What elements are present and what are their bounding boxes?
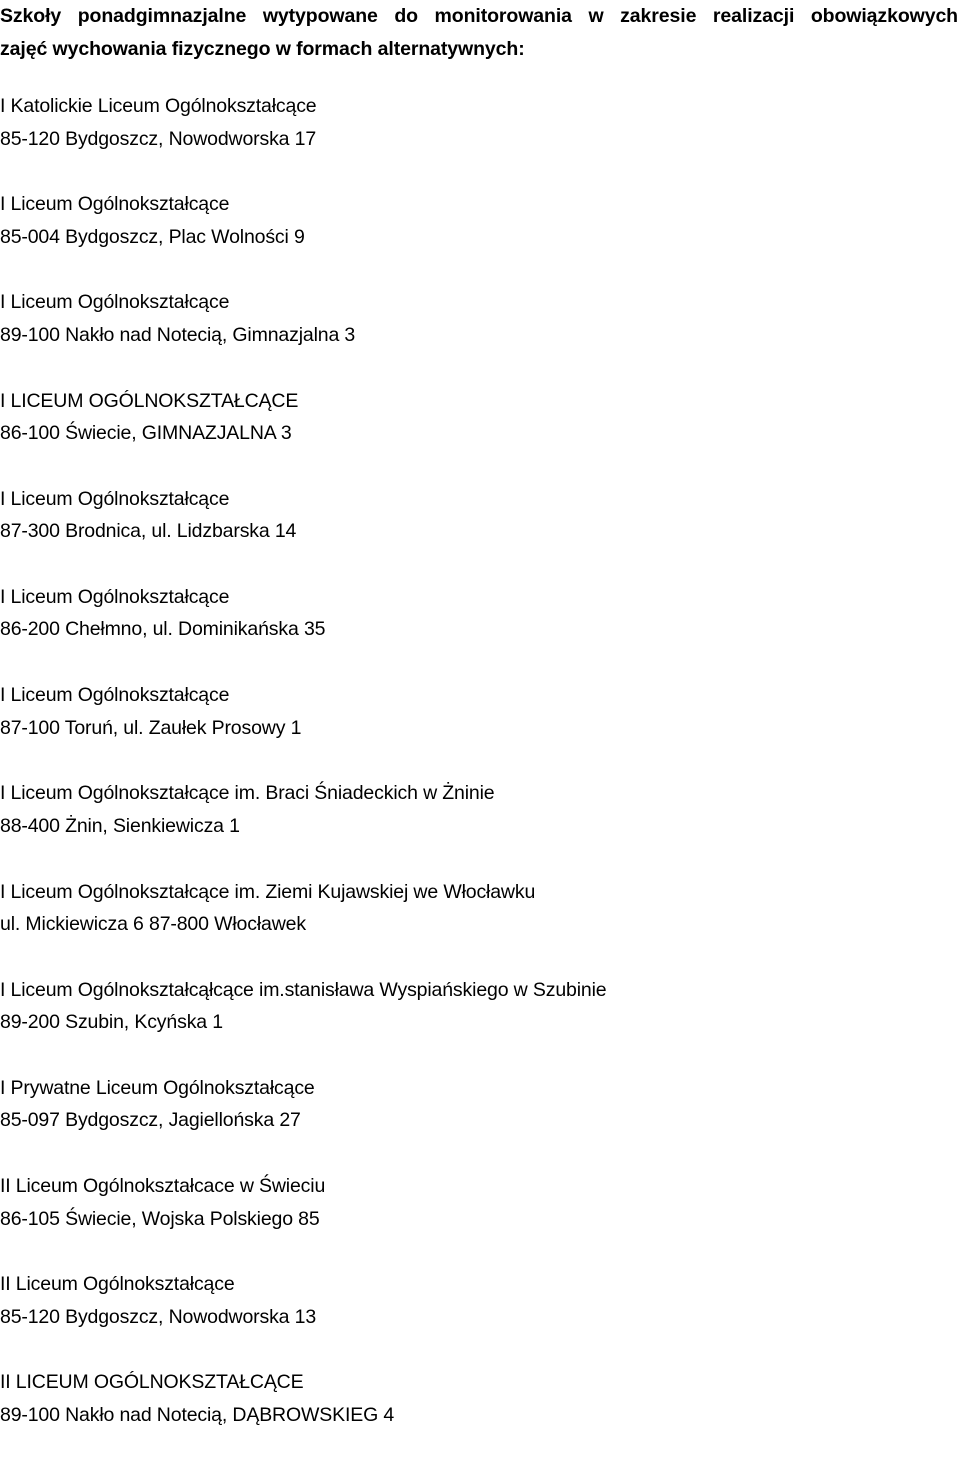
school-entry xyxy=(0,1366,960,1464)
school-entry xyxy=(0,1268,960,1366)
school-address: 86-200 Chełmno, ul. Dominikańska 35 xyxy=(0,618,326,641)
school-entry xyxy=(0,483,960,581)
school-name: I Prywatne Liceum Ogólnokształcące xyxy=(0,1076,315,1099)
school-address: 87-100 Toruń, ul. Zaułek Prosowy 1 xyxy=(0,716,302,739)
school-address: 88-400 Żnin, Sienkiewicza 1 xyxy=(0,814,240,837)
school-name: II Liceum Ogólnokształcące xyxy=(0,1273,235,1296)
school-address: 85-120 Bydgoszcz, Nowodworska 13 xyxy=(0,1305,317,1328)
school-address: 85-004 Bydgoszcz, Plac Wolności 9 xyxy=(0,225,305,248)
school-entry xyxy=(0,286,960,384)
school-name: I Liceum Ogólnokształcące im. Braci Śniadeckich w Żninie xyxy=(0,782,495,805)
school-entry xyxy=(0,679,960,777)
school-entry xyxy=(0,777,960,875)
school-address: ul. Mickiewicza 6 87-800 Włocławek xyxy=(0,913,306,935)
school-name: I Liceum Ogólnokształcące xyxy=(0,585,230,608)
school-name: I Katolickie Liceum Ogólnokształcące xyxy=(0,95,317,117)
school-name: I Liceum Ogólnokształcące xyxy=(0,193,230,216)
school-address: 89-100 Nakło nad Notecią, DĄBROWSKIEG 4 xyxy=(0,1403,395,1426)
school-address: 85-120 Bydgoszcz, Nowodworska 17 xyxy=(0,127,317,150)
school-name: I Liceum Ogólnokształcące xyxy=(0,291,230,314)
school-list xyxy=(0,90,960,1465)
heading-line-2: zajęć wychowania fizycznego w formach alternatywnych: xyxy=(0,38,525,60)
school-entry xyxy=(0,876,960,974)
school-address: 89-200 Szubin, Kcyńska 1 xyxy=(0,1011,223,1034)
school-address: 89-100 Nakło nad Notecią, Gimnazjalna 3 xyxy=(0,323,356,346)
school-name: I Liceum Ogólnokształcące xyxy=(0,684,230,707)
school-name: I Liceum Ogólnokształcące im. Ziemi Kujawskiej we Włocławku xyxy=(0,880,536,903)
school-address: 86-105 Świecie, Wojska Polskiego 85 xyxy=(0,1207,320,1230)
school-entry xyxy=(0,974,960,1072)
school-name: II Liceum Ogólnokształcace w Świeciu xyxy=(0,1175,326,1198)
school-entry xyxy=(0,1170,960,1268)
school-entry xyxy=(0,90,960,188)
school-entry xyxy=(0,385,960,483)
school-address: 86-100 Świecie, GIMNAZJALNA 3 xyxy=(0,422,292,445)
school-name: II LICEUM OGÓLNOKSZTAŁCĄCE xyxy=(0,1371,304,1394)
school-name: I Liceum Ogólnokształcąłcące im.stanisława Wyspiańskiego w Szubinie xyxy=(0,978,607,1001)
school-entry xyxy=(0,581,960,679)
school-entry xyxy=(0,188,960,286)
school-name: I Liceum Ogólnokształcące xyxy=(0,487,230,510)
school-address: 85-097 Bydgoszcz, Jagiellońska 27 xyxy=(0,1109,301,1132)
school-address: 87-300 Brodnica, ul. Lidzbarska 14 xyxy=(0,520,297,543)
document-heading xyxy=(0,0,958,66)
school-name: I LICEUM OGÓLNOKSZTAŁCĄCE xyxy=(0,389,299,412)
school-entry xyxy=(0,1072,960,1170)
heading-line-1: Szkoły ponadgimnazjalne wytypowane do monitorowania w zakresie realizacji obowiązkowych xyxy=(0,5,958,27)
